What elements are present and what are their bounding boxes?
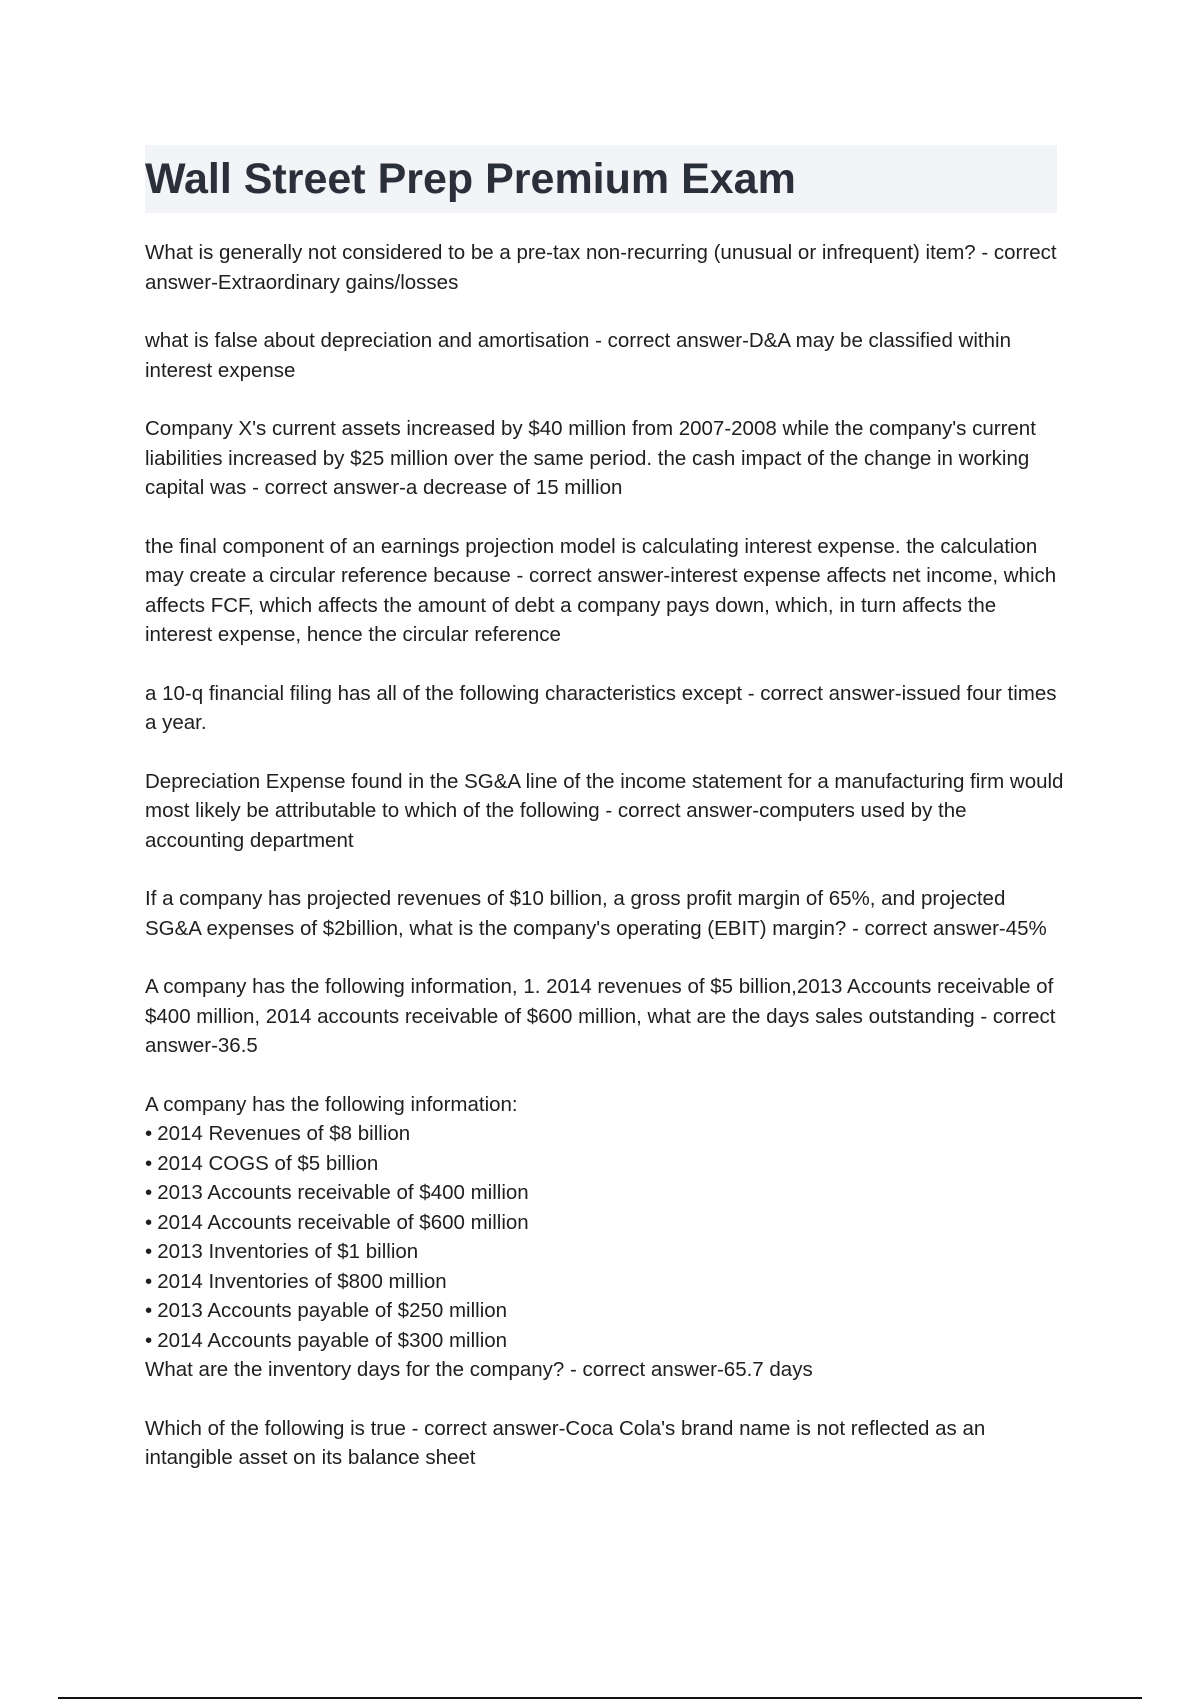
qa-item [145,884,1065,943]
bullet-item: • 2013 Accounts receivable of $400 million [145,1178,1065,1208]
bullet-item: • 2014 COGS of $5 billion [145,1149,1065,1179]
bullet-item: • 2014 Accounts receivable of $600 million [145,1208,1065,1238]
qa-item [145,972,1065,1061]
qa-item [145,767,1065,856]
qa-text: What is generally not considered to be a pre-tax non-recurring (unusual or infrequent) item? - correct answer-Extraordinary gains/losses [145,241,1057,294]
qa-item [145,238,1065,297]
qa-text: Company X's current assets increased by $40 million from 2007-2008 while the company's current liabilities increased by $25 million over the same period. the cash impact of the change in working capital was - correct answer-a decrease of 15 million [145,417,1036,499]
qa-text: Depreciation Expense found in the SG&A line of the income statement for a manufacturing firm would most likely be attributable to which of the following - correct answer-computers used by the accounting department [145,769,1064,852]
qa-list [145,238,1065,1502]
qa-text: If a company has projected revenues of $10 billion, a gross profit margin of 65%, and projected SG&A expenses of $2billion, what is the company's operating (EBIT) margin? - correct answer-45% [145,887,1047,940]
bullet-item: • 2013 Accounts payable of $250 million [145,1296,1065,1326]
qa-text: Which of the following is true - correct answer-Coca Cola's brand name is not reflected as an intangible asset on its balance sheet [145,1416,986,1469]
qa-text: what is false about depreciation and amortisation - correct answer-D&A may be classified within interest expense [145,329,1011,382]
footer-divider [58,1697,1142,1699]
bullet-list [145,1119,1065,1355]
bullet-item: • 2014 Inventories of $800 million [145,1267,1065,1297]
bullet-item: • 2014 Revenues of $8 billion [145,1119,1065,1149]
qa-intro: A company has the following information: [145,1092,518,1116]
qa-item [145,1414,1065,1473]
bullet-item: • 2013 Inventories of $1 billion [145,1237,1065,1267]
qa-text: the final component of an earnings projection model is calculating interest expense. the calculation may create a circular reference because - correct answer-interest expense affects net income, which affects FCF, which affects the amount of debt a company pays down, which, in turn affects the interest expense, hence the circular reference [145,534,1057,646]
qa-text: A company has the following information, 1. 2014 revenues of $5 billion,2013 Accounts receivable of $400 million, 2014 accounts receivable of $600 million, what are the days sales outstanding - correct answer-36.5 [145,975,1056,1057]
title-band [145,145,1057,213]
qa-text: a 10-q financial filing has all of the following characteristics except - correct answer-issued four times a year. [145,681,1057,734]
bullet-item: • 2014 Accounts payable of $300 million [145,1326,1065,1356]
qa-item [145,326,1065,385]
qa-item-inventory-days [145,1090,1065,1385]
page-title: Wall Street Prep Premium Exam [145,155,796,203]
qa-item [145,532,1065,650]
qa-question: What are the inventory days for the company? - correct answer-65.7 days [145,1358,813,1381]
qa-item [145,414,1065,503]
qa-item [145,679,1065,738]
